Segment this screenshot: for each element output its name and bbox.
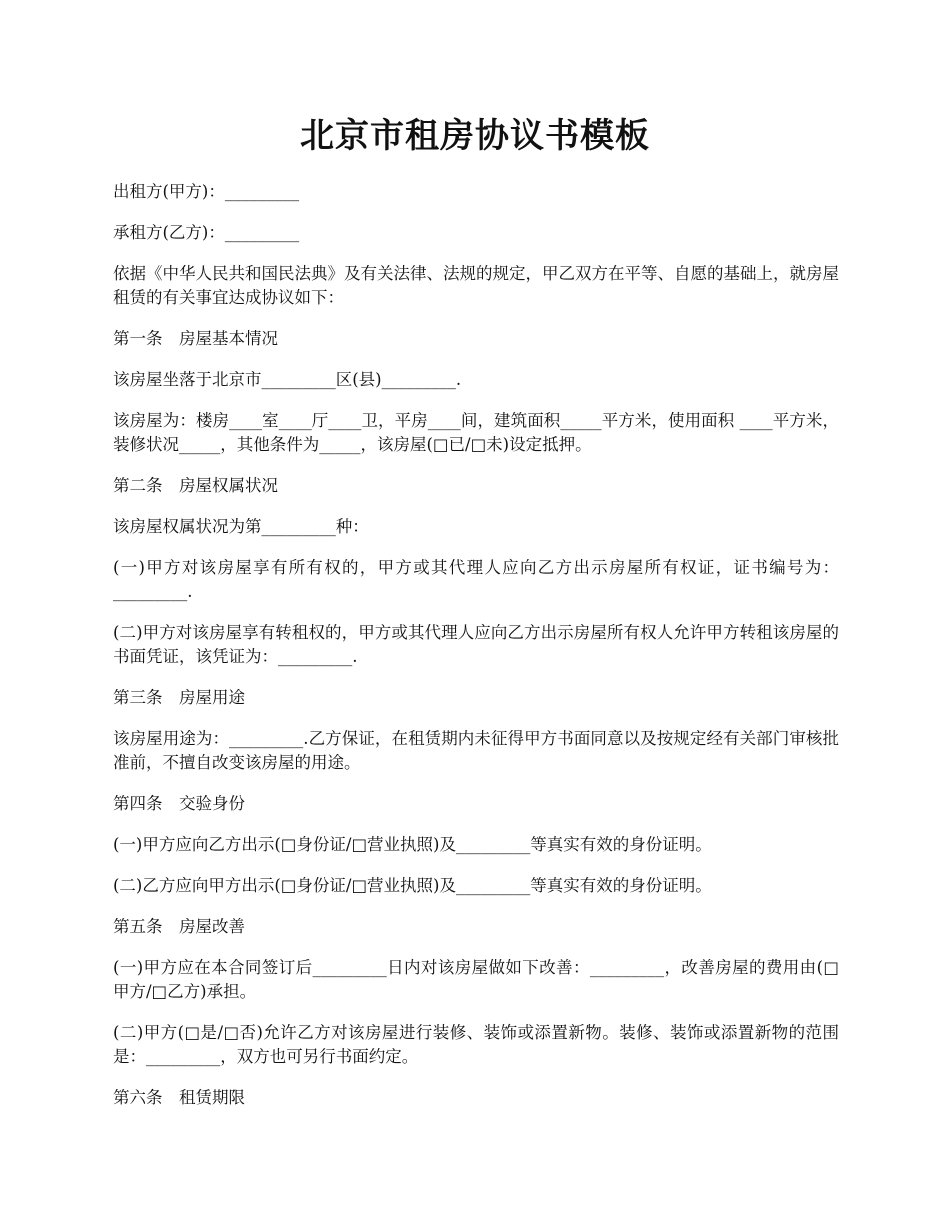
article-4-clause-1: (一)甲方应向乙方出示(□身份证/□营业执照)及_________等真实有效的身份证明。: [113, 835, 712, 854]
article-5-clause-2: (二)甲方(□是/□否)允许乙方对该房屋进行装修、装饰或添置新物。装修、装饰或添置新物的范围是：_________，双方也可另行书面约定。: [113, 1023, 839, 1066]
article-1-heading: 第一条 房屋基本情况: [113, 329, 278, 348]
article-5-clause-1: (一)甲方应在本合同签订后_________日内对该房屋做如下改善：_________，改善房屋的费用由(□甲方/□乙方)承担。: [113, 958, 839, 1001]
preamble-paragraph: 依据《中华人民共和国民法典》及有关法律、法规的规定，甲乙双方在平等、自愿的基础上，就房屋租赁的有关事宜达成协议如下：: [113, 264, 839, 307]
article-6-heading: 第六条 租赁期限: [113, 1088, 245, 1107]
article-2-heading: 第二条 房屋权属状况: [113, 476, 278, 495]
article-1-location: 该房屋坐落于北京市_________区(县)_________.: [113, 370, 462, 389]
article-3-usage: 该房屋用途为：_________.乙方保证，在租赁期内未征得甲方书面同意以及按规定经有关部门审核批准前，不擅自改变该房屋的用途。: [113, 729, 839, 772]
lessee-line: 承租方(乙方)：_________: [113, 223, 300, 242]
document-title: 北京市租房协议书模板: [300, 116, 650, 156]
article-2-clause-2: (二)甲方对该房屋享有转租权的，甲方或其代理人应向乙方出示房屋所有权人允许甲方转租该房屋的书面凭证，该凭证为：_________.: [113, 623, 839, 666]
article-4-clause-2: (二)乙方应向甲方出示(□身份证/□营业执照)及_________等真实有效的身份证明。: [113, 876, 712, 895]
article-2-status: 该房屋权属状况为第_________种：: [113, 517, 369, 536]
article-5-heading: 第五条 房屋改善: [113, 917, 245, 936]
article-3-heading: 第三条 房屋用途: [113, 688, 245, 707]
lessor-line: 出租方(甲方)：_________: [113, 182, 300, 201]
article-4-heading: 第四条 交验身份: [113, 794, 245, 813]
document-body: [113, 180, 839, 1127]
article-1-details: 该房屋为：楼房____室____厅____卫，平房____间，建筑面积_____平方米，使用面积 ____平方米，装修状况_____，其他条件为_____，该房屋(□已/□未)设定抵押。: [113, 411, 839, 454]
article-2-clause-1: (一)甲方对该房屋享有所有权的，甲方或其代理人应向乙方出示房屋所有权证，证书编号为：_________.: [113, 558, 839, 601]
